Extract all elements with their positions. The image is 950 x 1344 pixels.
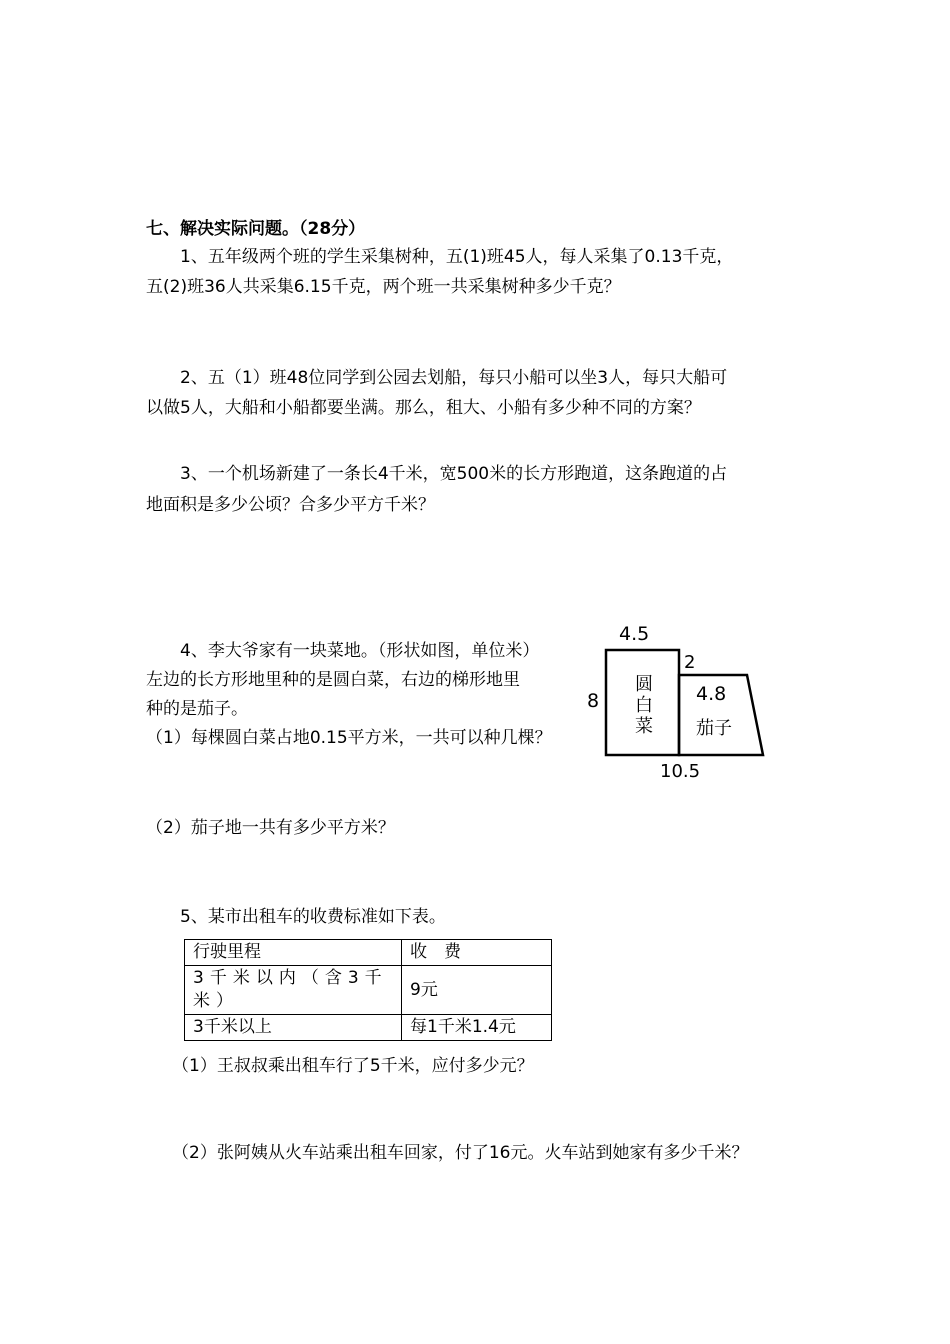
rect-char-1: 圆 — [635, 674, 653, 695]
q2-line1: 2、五（1）班48位同学到公园去划船，每只小船可以坐3人，每只大船可 — [180, 368, 728, 388]
q5-sub2: （2）张阿姨从火车站乘出租车回家，付了16元。火车站到她家有多少千米？ — [172, 1143, 749, 1163]
label-top-width: 4.5 — [619, 623, 650, 645]
section-title: 七、解决实际问题。（28分） — [146, 219, 366, 239]
q3-line2: 地面积是多少公顷？合多少平方千米？ — [146, 495, 435, 515]
q3-line1: 3、一个机场新建了一条长4千米，宽500米的长方形跑道，这条跑道的占 — [180, 464, 728, 484]
q5-intro: 5、某市出租车的收费标准如下表。 — [180, 907, 446, 927]
q4-line1: 4、李大爷家有一块菜地。（形状如图，单位米） — [180, 641, 540, 661]
rect-char-2: 白 — [635, 695, 653, 716]
q1-line1: 1、五年级两个班的学生采集树种，五(1)班45人，每人采集了0.13千克， — [180, 247, 734, 267]
label-gap-height: 2 — [684, 652, 696, 673]
table-header-cell: 收 费 — [402, 940, 552, 966]
q5-sub1: （1）王叔叔乘出租车行了5千米，应付多少元？ — [172, 1056, 534, 1076]
label-trap-top: 4.8 — [696, 683, 727, 705]
trap-label: 茄子 — [696, 718, 732, 739]
vegetable-plot-figure — [580, 618, 780, 788]
table-header-cell: 行驶里程 — [185, 940, 402, 966]
q2-line2: 以做5人，大船和小船都要坐满。那么，租大、小船有多少种不同的方案？ — [146, 398, 701, 418]
q4-sub2: （2）茄子地一共有多少平方米？ — [146, 818, 395, 838]
table-cell: 3千米以内（含3千米） — [185, 966, 402, 1015]
q4-line2: 左边的长方形地里种的是圆白菜，右边的梯形地里 — [146, 670, 520, 690]
table-cell: 9元 — [402, 966, 552, 1015]
q4-line3: 种的是茄子。 — [146, 699, 248, 719]
table-row — [185, 1015, 552, 1041]
q4-sub1: （1）每棵圆白菜占地0.15平方米，一共可以种几棵？ — [146, 728, 552, 748]
table-header-row — [185, 940, 552, 966]
rect-char-3: 菜 — [635, 716, 653, 737]
q1-line2: 五(2)班36人共采集6.15千克，两个班一共采集树种多少千克？ — [146, 277, 621, 297]
table-cell: 3千米以上 — [185, 1015, 402, 1041]
table-cell: 每1千米1.4元 — [402, 1015, 552, 1041]
fare-table — [184, 939, 552, 1041]
label-bottom-width: 10.5 — [660, 761, 701, 782]
label-rect-height: 8 — [587, 690, 600, 712]
table-row — [185, 966, 552, 1015]
